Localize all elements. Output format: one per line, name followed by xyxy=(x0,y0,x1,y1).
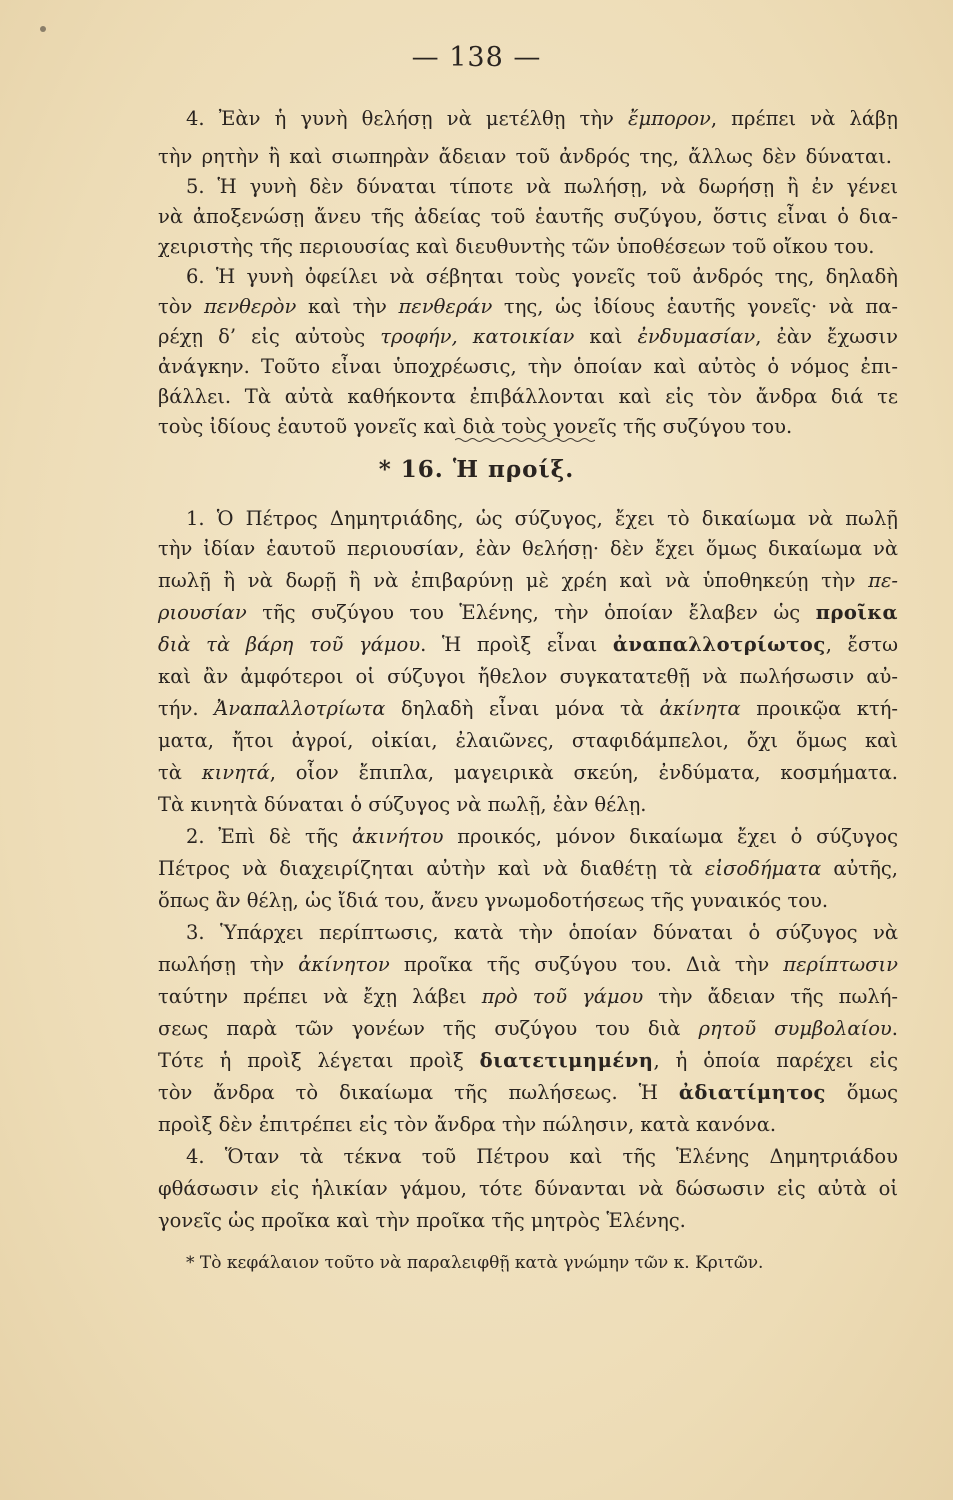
text-line: πωλῇ ἢ νὰ δωρῇ ἢ νὰ ἐπιβαρύνῃ μὲ χρέη καὶ νὰ ὑποθηκεύῃ τὴν πε- xyxy=(158,569,898,592)
wavy-divider xyxy=(455,437,595,443)
text-line: 6. Ἡ γυνὴ ὀφείλει νὰ σέβηται τοὺς γονεῖς τοῦ ἀνδρός της, δηλαδὴ xyxy=(186,265,898,288)
text-line: 4. Ἐὰν ἡ γυνὴ θελήσῃ νὰ μετέλθῃ τὴν ἔμπορον, πρέπει νὰ λάβῃ xyxy=(186,107,898,130)
text-line: τὰ κινητά, οἷον ἔπιπλα, μαγειρικὰ σκεύη, ἐνδύματα, κοσμήματα. xyxy=(158,761,899,784)
text-line: νὰ ἀποξενώσῃ ἄνευ τῆς ἀδείας τοῦ ἑαυτῆς συζύγου, ὅστις εἶναι ὁ δια- xyxy=(158,205,898,228)
page-number: — 138 — xyxy=(411,42,542,73)
text-line: φθάσωσιν εἰς ἡλικίαν γάμου, τότε δύνανται νὰ δώσωσιν εἰς αὐτὰ οἱ xyxy=(158,1177,898,1200)
text-line: ἀνάγκην. Τοῦτο εἶναι ὑποχρέωσις, τὴν ὁποίαν καὶ αὐτὸς ὁ νόμος ἐπι- xyxy=(158,355,898,378)
text-line: Τὰ κινητὰ δύναται ὁ σύζυγος νὰ πωλῇ, ἐὰν θέλῃ. xyxy=(158,793,647,816)
text-line: ρέχῃ δ’ εἰς αὐτοὺς τροφήν, κατοικίαν καὶ ἐνδυμασίαν, ἐὰν ἔχωσιν xyxy=(158,325,898,348)
text-line: τὸν ἄνδρα τὸ δικαίωμα τῆς πωλήσεως. Ἡ ἀδιατίμητος ὅμως xyxy=(158,1081,898,1104)
text-line: 2. Ἐπὶ δὲ τῆς ἀκινήτου προικός, μόνον δικαίωμα ἔχει ὁ σύζυγος xyxy=(186,825,898,848)
text-line: διὰ τὰ βάρη τοῦ γάμου. Ἡ προὶξ εἶναι ἀναπαλλοτρίωτος, ἔστω xyxy=(158,633,898,656)
text-line: σεως παρὰ τῶν γονέων τῆς συζύγου του διὰ ρητοῦ συμβολαίου. xyxy=(158,1017,898,1040)
text-line: τοὺς ἰδίους ἑαυτοῦ γονεῖς καὶ διὰ τοὺς γονεῖς τῆς συζύγου του. xyxy=(158,415,793,438)
text-line: ριουσίαν τῆς συζύγου του Ἑλένης, τὴν ὁποίαν ἔλαβεν ὡς προῖκα xyxy=(158,601,898,624)
text-line: 4. Ὅταν τὰ τέκνα τοῦ Πέτρου καὶ τῆς Ἑλένης Δημητριάδου xyxy=(186,1145,898,1168)
text-line: τὸν πενθερὸν καὶ τὴν πενθεράν της, ὡς ἰδίους ἑαυτῆς γονεῖς· νὰ πα- xyxy=(158,295,898,318)
text-line: πωλήσῃ τὴν ἀκίνητον προῖκα τῆς συζύγου του. Διὰ τὴν περίπτωσιν xyxy=(158,953,898,976)
text-line: καὶ ἂν ἀμφότεροι οἱ σύζυγοι ἤθελον συγκατατεθῇ νὰ πωλήσωσιν αὐ- xyxy=(158,665,898,688)
text-line: 5. Ἡ γυνὴ δὲν δύναται τίποτε νὰ πωλήσῃ, νὰ δωρήσῃ ἢ ἐν γένει xyxy=(186,175,898,198)
footnote: * Τὸ κεφάλαιον τοῦτο νὰ παραλειφθῇ κατὰ γνώμην τῶν κ. Κριτῶν. xyxy=(186,1253,764,1273)
text-line: βάλλει. Τὰ αὐτὰ καθήκοντα ἐπιβάλλονται καὶ εἰς τὸν ἄνδρα διά τε xyxy=(158,385,898,408)
text-line: προὶξ δὲν ἐπιτρέπει εἰς τὸν ἄνδρα τὴν πώλησιν, κατὰ κανόνα. xyxy=(158,1113,777,1136)
text-line: ὅπως ἂν θέλῃ, ὡς ἴδιά του, ἄνευ γνωμοδοτήσεως τῆς γυναικός του. xyxy=(158,889,829,912)
text-line: 1. Ὁ Πέτρος Δημητριάδης, ὡς σύζυγος, ἔχει τὸ δικαίωμα νὰ πωλῇ xyxy=(186,507,898,530)
text-line: τὴν ρητὴν ἢ καὶ σιωπηρὰν ἄδειαν τοῦ ἀνδρός της, ἄλλως δὲν δύναται. xyxy=(158,145,892,168)
text-line: τὴν ἰδίαν ἑαυτοῦ περιουσίαν, ἐὰν θελήσῃ· δὲν ἔχει ὅμως δικαίωμα νὰ xyxy=(158,537,898,560)
section-heading: * 16. Ἡ προίξ. xyxy=(378,456,575,483)
text-line: ταύτην πρέπει νὰ ἔχῃ λάβει πρὸ τοῦ γάμου τὴν ἄδειαν τῆς πωλή- xyxy=(158,985,899,1008)
text-line: ματα, ἤτοι ἀγροί, οἰκίαι, ἐλαιῶνες, σταφιδάμπελοι, ὄχι ὅμως καὶ xyxy=(158,729,898,752)
text-line: τήν. Ἀναπαλλοτρίωτα δηλαδὴ εἶναι μόνα τὰ ἀκίνητα προικῷα κτή- xyxy=(158,697,898,720)
text-line: 3. Ὑπάρχει περίπτωσις, κατὰ τὴν ὁποίαν δύναται ὁ σύζυγος νὰ xyxy=(186,921,898,944)
text-line: γονεῖς ὡς προῖκα καὶ τὴν προῖκα τῆς μητρὸς Ἑλένης. xyxy=(158,1209,686,1232)
ink-spot xyxy=(40,26,46,32)
text-line: Τότε ἡ προὶξ λέγεται προὶξ διατετιμημένη, ἡ ὁποία παρέχει εἰς xyxy=(158,1049,898,1072)
text-line: Πέτρος νὰ διαχειρίζηται αὐτὴν καὶ νὰ διαθέτῃ τὰ εἰσοδήματα αὐτῆς, xyxy=(158,857,898,880)
text-line: χειριστὴς τῆς περιουσίας καὶ διευθυντὴς τῶν ὑποθέσεων τοῦ οἴκου του. xyxy=(158,235,875,258)
